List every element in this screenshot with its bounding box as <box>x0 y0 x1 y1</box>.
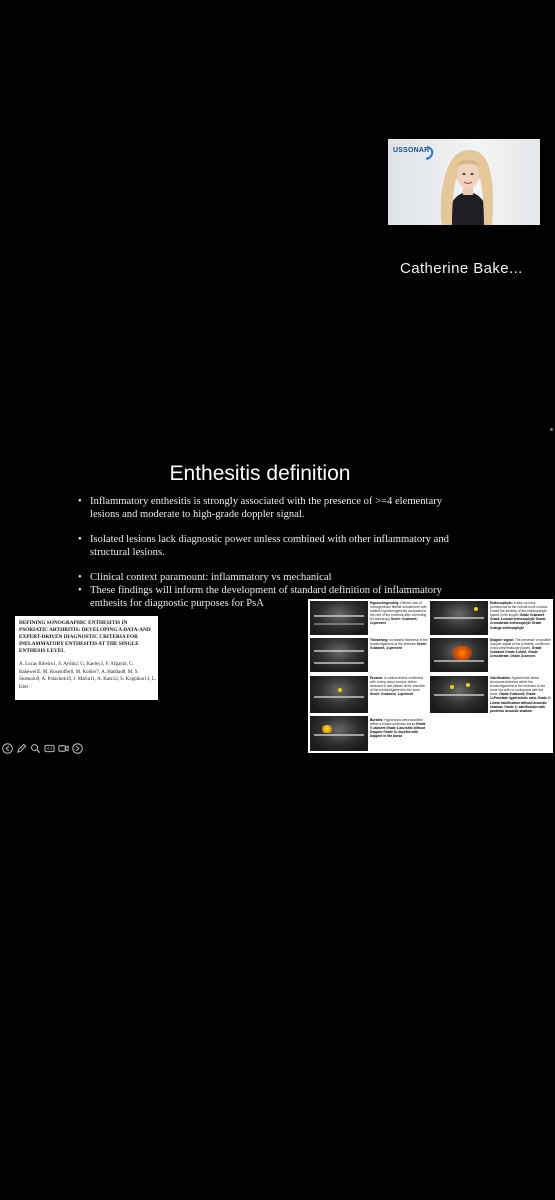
ultrasound-figure <box>308 599 553 753</box>
us-image-bursitis <box>310 716 368 751</box>
caption-doppler: Doppler signal: The presence of positive Doppler signal at the enthesis, confirmed in two perpendicular planes. Grade 0=absent Grade 1=mild, Grade 2=moderate, Grade 3=severe. <box>490 638 551 659</box>
annotation-toolbar <box>2 741 83 755</box>
participant-video-tile[interactable] <box>388 139 540 225</box>
closed-caption-icon[interactable] <box>44 743 55 754</box>
participant-person-image <box>428 145 508 225</box>
pencil-icon[interactable] <box>16 743 27 754</box>
caption-thickening: Thickening: Increased thickness of the tendon/ligament at the enthesis Score: 0=absent, 1=present <box>370 638 428 651</box>
us-image-doppler <box>430 638 488 672</box>
slide-bullet-list <box>78 495 468 610</box>
caption-erosion: Erosion: A cortical defect confirmed with a step-down contour defect detected in two planes at the insertion of the tendon/ligament to the bone Score: 0=absent, 1=present <box>370 676 426 697</box>
us-image-enthesophyte <box>430 601 488 635</box>
paper-authors: A. Lucas Ribeiro1, S. Aydin2, G. Kaeley3, F. Afgani4, C. Bakewell5, M. Rosemffet6, M. Kohler7, A. Haddad8, M. S. Stoenoiu9, A. Polachek10, J. Marin11, A. Katz12, S. Koppikar13, L. Eder <box>19 662 157 690</box>
us-image-thickening <box>310 638 368 672</box>
caption-calcification: Calcification: Hyperechoic linear structures detected within the tendon/ligament at the insertion to the bone but with no contiguous with the bone. Grade 0=absent; Grade 1=Punctate hyperechoic area, Grade 2: Linear calcification without acoustic shadow; Grade 3: calcification with posterior acoustic shadow <box>490 676 551 713</box>
magnifier-icon[interactable] <box>30 743 41 754</box>
caption-enthesophyte: Enthesophyte: A step-up bony prominence at the normal bone contour. Grade the severity of the enthesophyte based on its length: Grade 0=absent Grade 1=small enthesophyte Grade 2=moderate enthesophyte Grade 3=large enthesophyte <box>490 601 549 630</box>
logo-text: USSONAR <box>393 147 430 154</box>
us-image-hypoechogenicity <box>310 601 368 635</box>
paper-abstract-image <box>15 616 158 700</box>
ussonar-logo <box>391 144 429 160</box>
caption-hypoechogenicity: Hypoechogenicity: Distinct loss of homogeneous fibrillar echotexture with relative hypoechogenicity compared to the rest of the enthesis after correcting for anisotropy Score: 0=absent, 1=present <box>370 601 427 626</box>
forward-arrow-icon[interactable] <box>72 743 83 754</box>
bullet-item: • Isolated lesions lack diagnostic power unless combined with other inflammatory and structural lesions. <box>78 533 468 559</box>
edge-indicator <box>550 428 553 431</box>
video-icon[interactable] <box>58 743 69 754</box>
bullet-item: • Inflammatory enthesitis is strongly associated with the presence of >=4 elementary lesions and moderate to high-grade doppler signal. <box>78 495 468 521</box>
back-arrow-icon[interactable] <box>2 743 13 754</box>
paper-title: DEFINING SONOGRAPHIC ENTHESITIS IN PSORIATIC ARTHRITIS: DEVELOPING A DATA-AND EXPERT-DRIVEN DIAGNOSTIC CRITERIA FOR INFLAMMATORY ENTHESITIS AT THE SINGLE ENTHESIS LEVEL <box>19 620 151 654</box>
us-image-calcification <box>430 676 488 713</box>
bullet-item: • Clinical context paramount: inflammatory vs mechanical <box>78 571 468 584</box>
slide-title: Enthesitis definition <box>169 462 351 485</box>
participant-name: Catherine Bake... <box>400 260 523 277</box>
bullet-item: • These findings will inform the development of standard definition of inflammatory enthesits for diagnostic purposes for PsA <box>78 584 468 610</box>
caption-bursitis: Bursitis: Hypoechoic area localized within a known anatomic bursa Grade 0 =absent Grade 1=bursitis without Doppler Grade 2= bursitis with Doppler in the bursa <box>370 718 426 739</box>
us-image-erosion <box>310 676 368 713</box>
